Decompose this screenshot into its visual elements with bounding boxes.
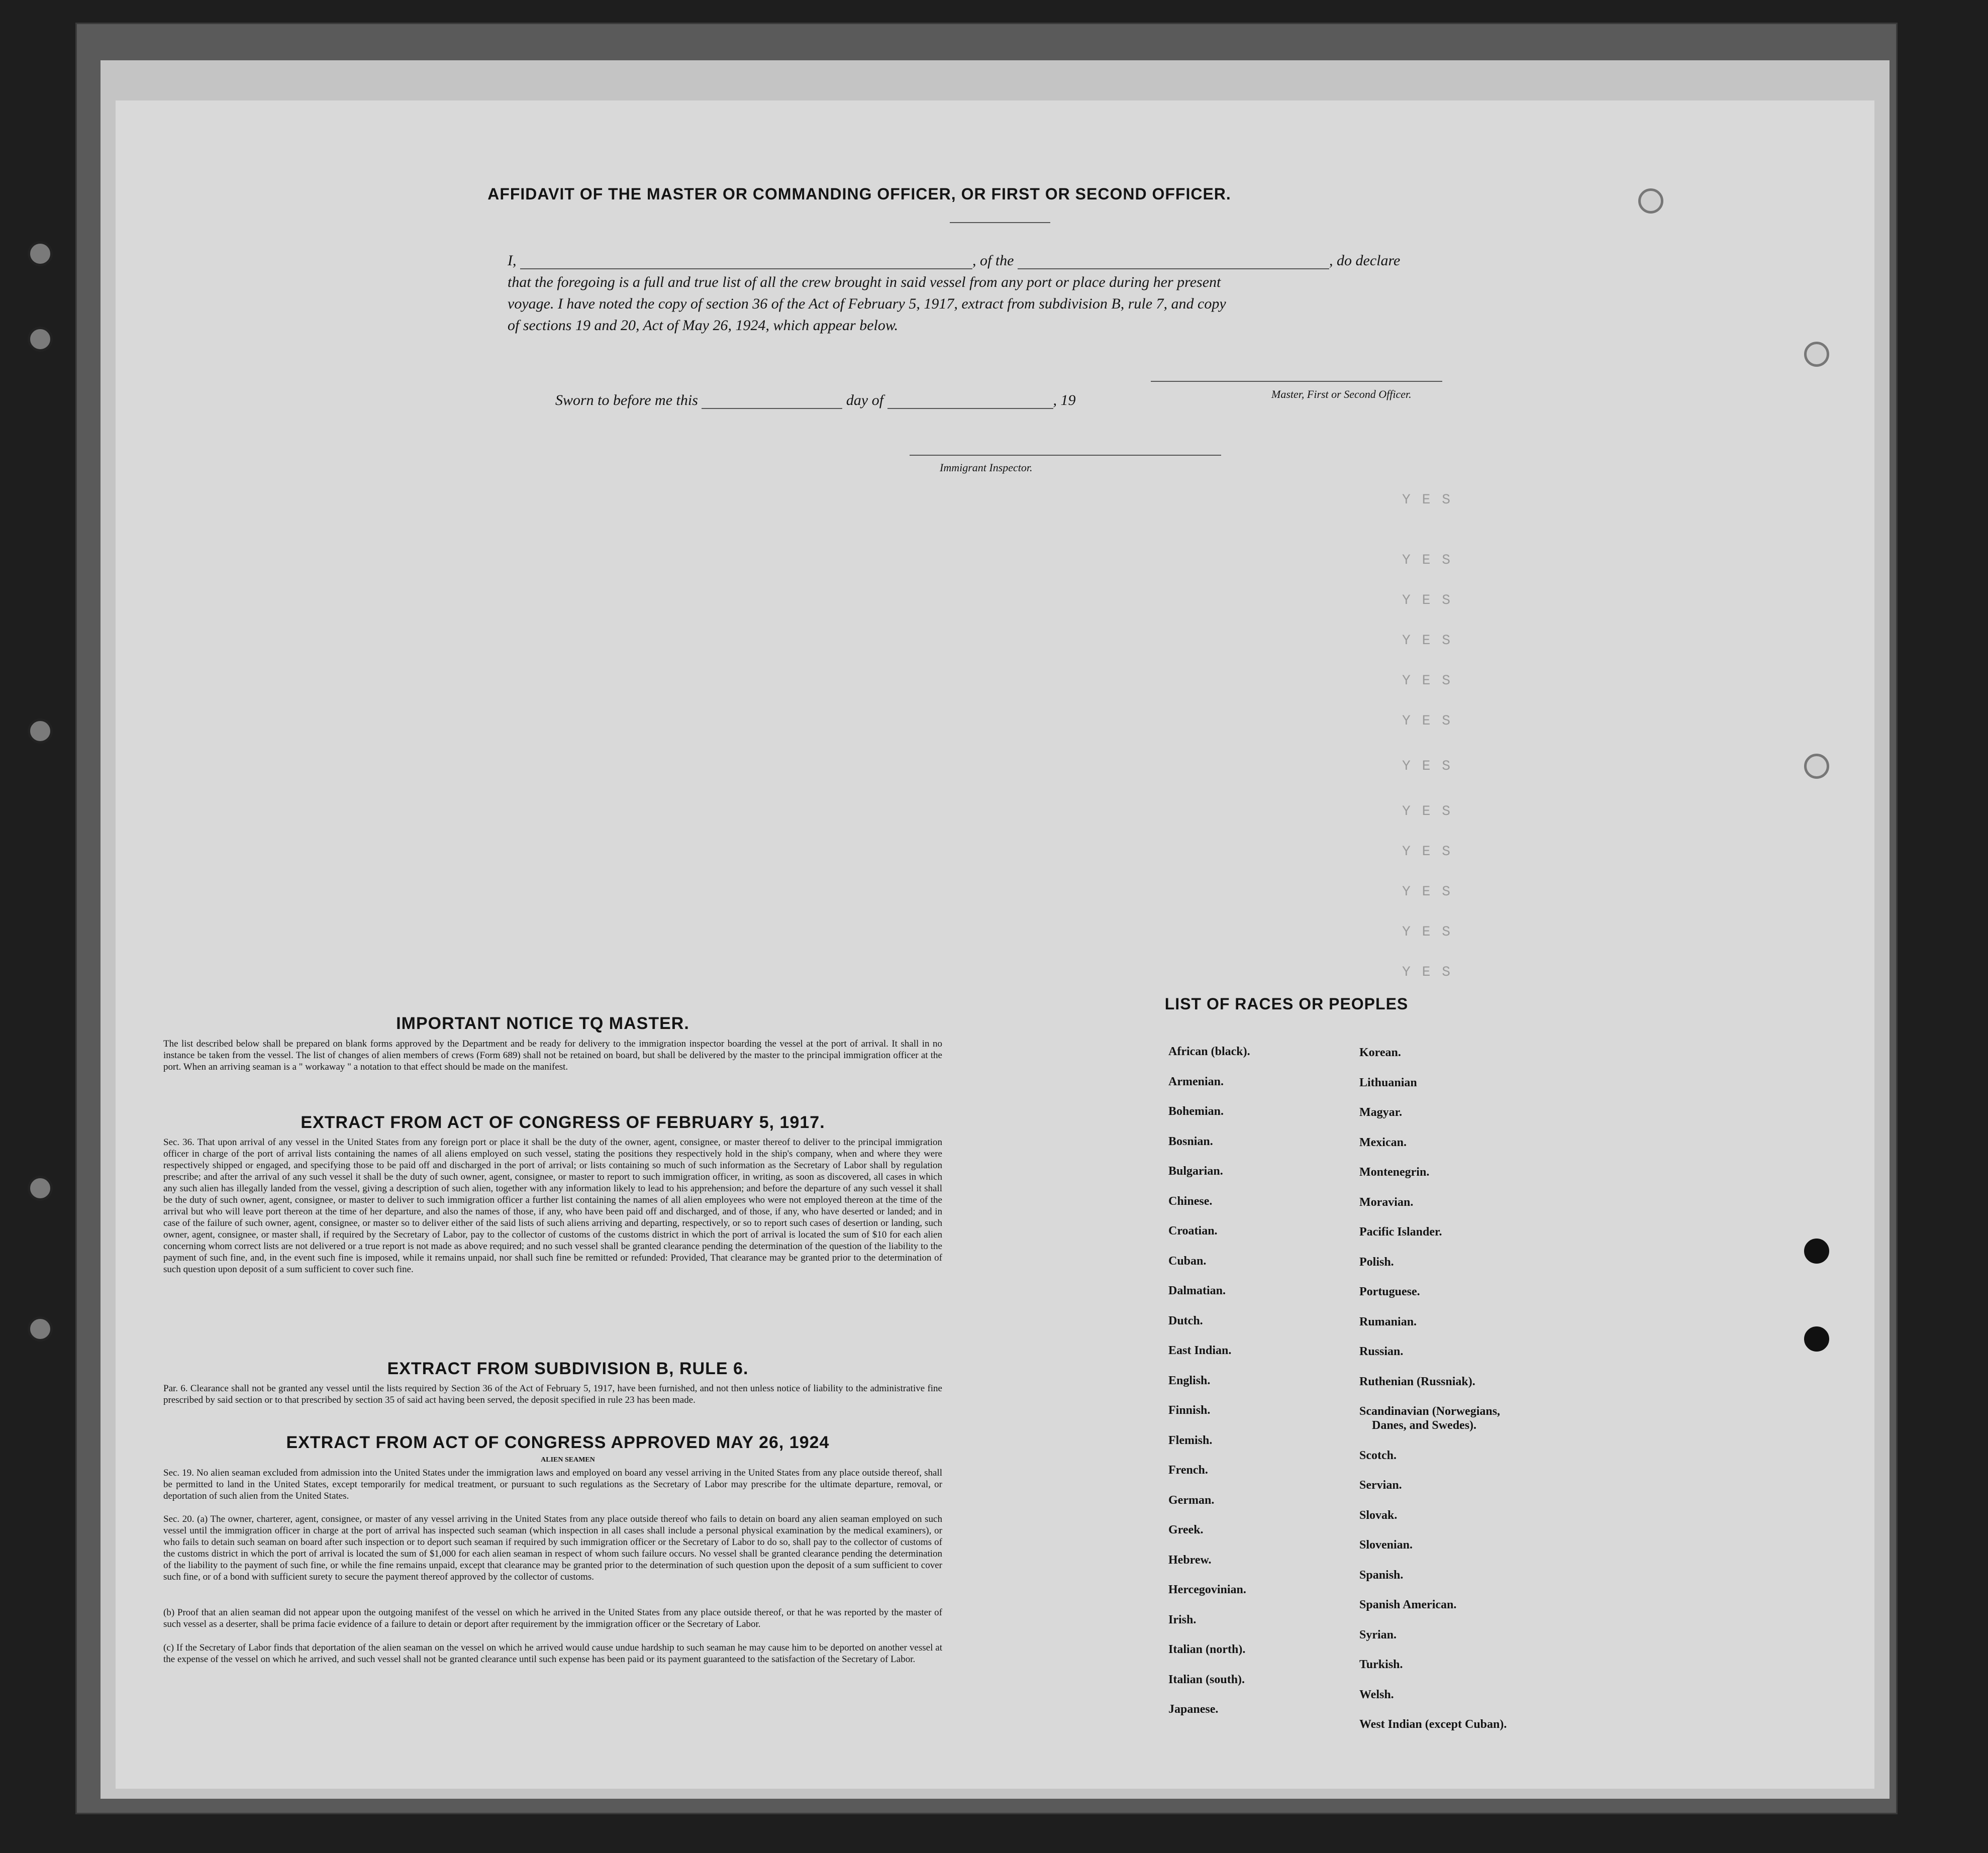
race-item: West Indian (except Cuban). — [1359, 1718, 1507, 1731]
divider — [950, 222, 1050, 223]
race-item: Chinese. — [1168, 1194, 1213, 1208]
sworn-label: Sworn to before me this — [555, 392, 698, 408]
affidavit-line-4: of sections 19 and 20, Act of May 26, 1924, which appear below. — [508, 317, 899, 334]
binder-hole-icon — [28, 1316, 53, 1342]
race-item: East Indian. — [1168, 1344, 1232, 1357]
day-of-label: day of — [846, 392, 884, 408]
race-item: Cuban. — [1168, 1254, 1207, 1268]
race-item: Spanish American. — [1359, 1598, 1457, 1611]
race-item: Lithuanian — [1359, 1076, 1417, 1089]
race-item: English. — [1168, 1374, 1211, 1387]
race-item: Rumanian. — [1359, 1315, 1417, 1328]
race-item: Dalmatian. — [1168, 1284, 1226, 1297]
extract-1924-heading: EXTRACT FROM ACT OF CONGRESS APPROVED MAY 26, 1924 — [286, 1433, 830, 1452]
sec-20b-body: (b) Proof that an alien seaman did not appear upon the outgoing manifest of the vessel on which he arrived in the United States from any place outside thereof, or that he was reported by the master of such vessel as a deserter, shall be prima facie evidence of a failure to detain or deport after requirement by the immigration officer or the Secretary of Labor. — [163, 1607, 942, 1629]
binder-hole-icon — [1804, 342, 1829, 367]
binder-hole-icon — [28, 1176, 53, 1201]
race-item: Welsh. — [1359, 1688, 1394, 1701]
race-item: Mexican. — [1359, 1136, 1407, 1149]
race-item: Flemish. — [1168, 1433, 1213, 1447]
race-item: Korean. — [1359, 1046, 1401, 1059]
master-signature-label: Master, First or Second Officer. — [1271, 388, 1412, 400]
master-signature-line[interactable] — [1151, 381, 1442, 382]
bleed-through-text: Y E S — [1402, 759, 1452, 774]
bleed-through-text: Y E S — [1402, 593, 1452, 608]
race-item: Servian. — [1359, 1479, 1402, 1492]
binder-hole-icon — [28, 241, 53, 266]
race-item: Scandinavian (Norwegians, — [1359, 1405, 1501, 1418]
bleed-through-text: Y E S — [1402, 965, 1452, 980]
race-item: Croatian. — [1168, 1224, 1218, 1238]
inspector-signature-label: Immigrant Inspector. — [940, 461, 1033, 474]
race-item: Italian (north). — [1168, 1643, 1246, 1656]
race-item: French. — [1168, 1464, 1208, 1477]
race-item: Montenegrin. — [1359, 1166, 1430, 1179]
notice-heading: IMPORTANT NOTICE TQ MASTER. — [396, 1014, 689, 1033]
race-item: Irish. — [1168, 1613, 1197, 1626]
race-item: Turkish. — [1359, 1658, 1403, 1671]
race-item: Hebrew. — [1168, 1553, 1212, 1567]
bleed-through-text: Y E S — [1402, 804, 1452, 819]
race-item: Danes, and Swedes). — [1372, 1419, 1477, 1432]
race-item: Bulgarian. — [1168, 1165, 1223, 1178]
vessel-name-field[interactable] — [1018, 268, 1329, 269]
race-item: Portuguese. — [1359, 1285, 1420, 1298]
race-item: Japanese. — [1168, 1703, 1219, 1716]
extract-1917-heading: EXTRACT FROM ACT OF CONGRESS OF FEBRUARY 5, 1917. — [301, 1113, 825, 1132]
race-item: Polish. — [1359, 1255, 1394, 1269]
alien-seamen-subheading: ALIEN SEAMEN — [541, 1456, 595, 1464]
race-item: Moravian. — [1359, 1195, 1414, 1209]
race-item: Finnish. — [1168, 1404, 1211, 1417]
sec-19-body: Sec. 19. No alien seaman excluded from admission into the United States under the immigration laws and employed on board any vessel arriving in the United States from any place outside thereof, shall be permitted to land in the United States, except temporarily for medical treatment, or pursuant to such regulations as the Secretary of Labor may prescribe for the ultimate departure, removal, or deportation of such alien from the United States. — [163, 1468, 942, 1501]
affidavit-line-3: voyage. I have noted the copy of section 36 of the Act of February 5, 1917, extract from subdivision B, rule 7, and copy — [508, 295, 1226, 312]
race-item: Dutch. — [1168, 1314, 1203, 1327]
affidavit-heading: AFFIDAVIT OF THE MASTER OR COMMANDING OFFICER, OR FIRST OR SECOND OFFICER. — [487, 185, 1231, 203]
race-item: Bohemian. — [1168, 1105, 1224, 1118]
binder-hole-icon — [1804, 1239, 1829, 1264]
race-item: Spanish. — [1359, 1568, 1404, 1582]
race-item: Slovenian. — [1359, 1538, 1413, 1552]
race-item: Syrian. — [1359, 1628, 1397, 1641]
bleed-through-text: Y E S — [1402, 633, 1452, 649]
binder-hole-icon — [1804, 1326, 1829, 1352]
manifest-page — [116, 100, 1874, 1789]
race-item: Slovak. — [1359, 1508, 1398, 1522]
bleed-through-text: Y E S — [1402, 492, 1452, 508]
year-label: , 19 — [1053, 392, 1076, 408]
races-heading: LIST OF RACES OR PEOPLES — [1164, 995, 1409, 1013]
sworn-line — [555, 392, 1209, 409]
affidavit-line-1 — [508, 252, 1513, 269]
race-item: Hercegovinian. — [1168, 1583, 1246, 1596]
rule-6-heading: EXTRACT FROM SUBDIVISION B, RULE 6. — [387, 1359, 749, 1378]
affidavit-line-2: that the foregoing is a full and true list of all the crew brought in said vessel from any port or place during her present — [508, 274, 1221, 290]
binder-hole-icon — [1638, 188, 1663, 214]
binder-hole-icon — [28, 718, 53, 744]
binder-hole-icon — [28, 327, 53, 352]
affidavit-i: I, — [508, 252, 517, 269]
affidavit-do-declare: , do declare — [1329, 252, 1401, 269]
extract-1917-body: Sec. 36. That upon arrival of any vessel in the United States from any foreign port or place it shall be the duty of the owner, agent, consignee, or master thereof to deliver to the principal immigration officer in charge of the port of arrival lists containing the names of all aliens employed on such vessel, stating the positions they respectively hold in the ship's company, when and where they were respectively shipped or engaged, and specifying those to be paid off and discharged in the port of arrival; or lists containing so much of such information as the Secretary of Labor shall by regulation prescribe; and after the arrival of any such vessel it shall be the duty of such owner, agent, consignee, or master to report to such immigration officer, in writing, as soon as discovered, all cases in which any such alien has illegally landed from the vessel, giving a description of such alien, together with any information likely to lead to his apprehension; and before the departure of any such vessel it shall be the duty of such owner, agent, consignee, or master to deliver to such immigration officer a further list containing the names of all alien employees who were not employed thereon at the time of the arrival but who will leave port thereon at the time of her departure, and also the names of those, if any, who have been paid off and discharged, and of those, if any, who have deserted or landed; and in case of the failure of such owner, agent, consignee, or master so to deliver either of the said lists of such aliens arriving and departing, respectively, or so to report such cases of desertion or landing, such owner, agent, consignee, or master shall, if required by the Secretary of Labor, pay to the collector of customs of the customs district in which the port of arrival is located the sum of $10 for each alien concerning whom correct lists are not delivered or a true report is not made as above required; and no such vessel shall be granted clearance pending the determination of the question of the liability to the payment of such fine, and, in the event such fine is imposed, while it remains unpaid, nor shall such fine be remitted or refunded: Provided, That clearance may be granted prior to the determination of such question upon deposit of a sum sufficient to cover such fine. — [163, 1137, 942, 1275]
sworn-month-field[interactable] — [887, 408, 1053, 409]
bleed-through-text: Y E S — [1402, 844, 1452, 860]
race-item: Greek. — [1168, 1523, 1204, 1536]
sec-20c-body: (c) If the Secretary of Labor finds that deportation of the alien seaman on the vessel on which he arrived would cause undue hardship to such seaman he may cause him to be deported on another vessel at the expense of the vessel on which he arrived, and such vessel shall not be granted clearance until such expense has been paid or its payment guaranteed to the satisfaction of the Secretary of Labor. — [163, 1642, 942, 1665]
inspector-signature-line[interactable] — [910, 455, 1221, 456]
bleed-through-text: Y E S — [1402, 673, 1452, 689]
race-item: Russian. — [1359, 1345, 1404, 1358]
affidavit-of-the: , of the — [972, 252, 1014, 269]
sworn-day-field[interactable] — [702, 408, 842, 409]
race-item: Scotch. — [1359, 1449, 1397, 1462]
master-name-field[interactable] — [520, 268, 972, 269]
bleed-through-text: Y E S — [1402, 924, 1452, 940]
sec-20a-body: Sec. 20. (a) The owner, charterer, agent, consignee, or master of any vessel arriving in the United States from any place outside thereof who fails to detain on board any alien seaman employed on such vessel until the immigration officer in charge at the port of arrival has inspected such seaman (which inspection in all cases shall include a personal physical examination by the medical examiners), or who fails to detain such seaman on board after such inspection or to deport such seaman if required by such immigration officer or the Secretary of Labor to do so, shall pay to the collector of customs of the customs district in which the port of arrival is located the sum of $1,000 for each alien seaman in respect of whom such failure occurs. No vessel shall be granted clearance pending the determination of the liability to the payment of such fine, or while the fine remains unpaid, except that clearance may be granted prior to the determination of such question upon the deposit of a sum sufficient to cover such fine, or of a bond with sufficient surety to secure the payment thereof approved by the collector of customs. — [163, 1514, 942, 1582]
rule-6-body: Par. 6. Clearance shall not be granted any vessel until the lists required by Section 36 of the Act of February 5, 1917, have been furnished, and not then unless notice of liability to the administrative fine prescribed by said section or to that prescribed by section 35 of said act having been served, the deposit specified in rule 23 has been made. — [163, 1383, 942, 1405]
race-item: Bosnian. — [1168, 1135, 1213, 1148]
race-item: Magyar. — [1359, 1106, 1403, 1119]
bleed-through-text: Y E S — [1402, 713, 1452, 729]
bleed-through-text: Y E S — [1402, 884, 1452, 900]
race-item: Ruthenian (Russniak). — [1359, 1375, 1475, 1388]
race-item: Armenian. — [1168, 1075, 1224, 1088]
race-item: German. — [1168, 1493, 1215, 1507]
race-item: Pacific Islander. — [1359, 1225, 1442, 1239]
bleed-through-text: Y E S — [1402, 553, 1452, 568]
race-item: Italian (south). — [1168, 1673, 1245, 1686]
race-item: African (black). — [1168, 1045, 1250, 1058]
binder-hole-icon — [1804, 754, 1829, 779]
notice-body: The list described below shall be prepared on blank forms approved by the Department and be ready for delivery to the immigration inspector boarding the vessel at the port of arrival. It shall in no instance be taken from the vessel. The list of changes of alien members of crews (Form 689) shall not be retained on board, but shall be delivered by the master to the principal immigration officer at the port. When an arriving seaman is a " workaway " a notation to that effect should be made on the manifest. — [163, 1039, 942, 1072]
